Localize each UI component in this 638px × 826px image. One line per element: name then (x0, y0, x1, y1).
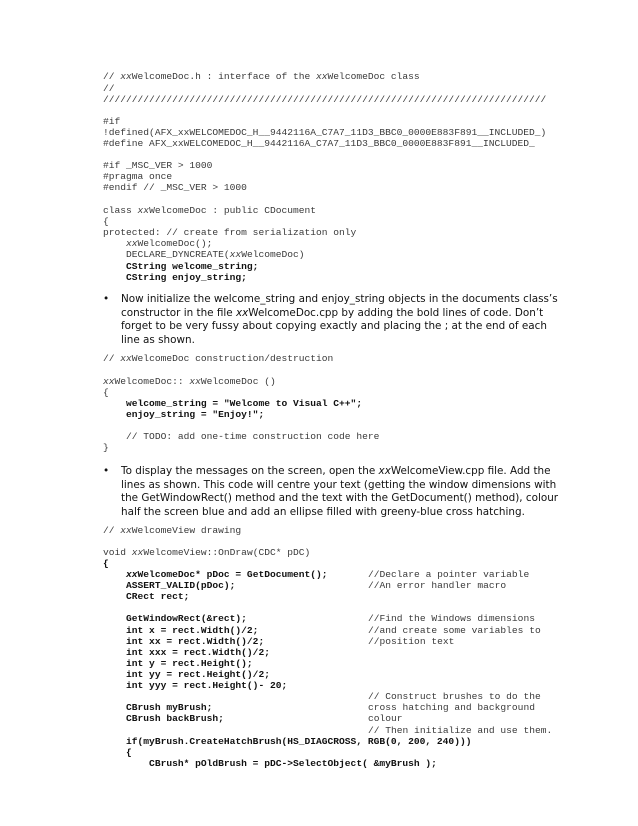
code-line-bold: int y = rect.Height(); (103, 658, 253, 669)
code-line: } (103, 442, 109, 453)
code-comment: //An error handler macro (368, 580, 507, 591)
code-line: // xxWelcomeView drawing (103, 525, 242, 536)
code-line-bold: { (103, 558, 109, 569)
code-line-bold: ASSERT_VALID(pDoc); (103, 580, 236, 591)
code-line-bold: CBrush myBrush; (103, 702, 213, 713)
code-comment: // Then initialize and use them. (368, 725, 553, 736)
code-comment: //position text (368, 636, 455, 647)
code-line: xxWelcomeDoc:: xxWelcomeDoc () (103, 376, 276, 387)
code-line: DECLARE_DYNCREATE(xxWelcomeDoc) (103, 249, 305, 260)
code-line-bold: GetWindowRect(&rect); (103, 613, 247, 624)
code-line-bold: welcome_string = "Welcome to Visual C++"; (103, 398, 363, 409)
header-comment-line: // xxWelcomeDoc.h : interface of the xxWelcomeDoc class (103, 71, 420, 82)
code-line-bold: CRect rect; (103, 591, 190, 602)
code-line-bold: int yyy = rect.Height()- 20; (103, 680, 288, 691)
code-line-bold: int x = rect.Width()/2; (103, 625, 259, 636)
code-line-bold: if(myBrush.CreateHatchBrush(HS_DIAGCROSS, RGB(0, 200, 240))) (103, 736, 472, 747)
code-line: !defined(AFX_xxWELCOMEDOC_H__9442116A_C7A7_11D3_BBC0_0000E883F891__INCLUDED_) (103, 127, 547, 138)
code-line: xxWelcomeDoc(); (126, 238, 213, 249)
bullet-paragraph-2: • To display the messages on the screen, open the xxWelcomeView.cpp file. Add the lines as shown. This code will centre your text (getting the window dimensions with the GetWindowRect() method and the text with the GetDocument() method), colour half the screen blue and add an ellipse filled with greeny-blue cross hatching. (103, 465, 559, 518)
code-comment: //Find the Windows dimensions (368, 613, 535, 624)
code-line: { (103, 387, 109, 398)
code-line-bold: int xxx = rect.Width()/2; (103, 647, 270, 658)
code-line-bold: CBrush* pOldBrush = pDC->SelectObject( &myBrush ); (103, 758, 437, 769)
code-line-bold: { (103, 747, 132, 758)
separator-line: ///////////////////////////////////////////////////////////////////////////// (103, 94, 547, 105)
code-line-bold: CBrush backBrush; (103, 713, 224, 724)
code-comment: // Construct brushes to do the cross hatching and background colour (368, 691, 541, 725)
code-line-bold: enjoy_string = "Enjoy!"; (103, 409, 265, 420)
code-line: #if (103, 116, 121, 127)
code-line-bold: CString enjoy_string; (103, 272, 247, 283)
code-line: #pragma once (103, 171, 173, 182)
code-line-bold: int xx = rect.Width()/2; (103, 636, 265, 647)
code-line: { (103, 216, 109, 227)
bullet-paragraph-1: • Now initialize the welcome_string and enjoy_string objects in the documents class’s constructor in the file xxWelcomeDoc.cpp by adding the bold lines of code. Don’t forget to be very fussy about copying exactly and placing the ; at the end of each line as shown. (103, 293, 558, 346)
bullet-icon: • (103, 293, 110, 305)
code-line: protected: // create from serialization only (103, 227, 357, 238)
code-line-bold: CString welcome_string; (103, 261, 259, 272)
code-line: // (103, 83, 115, 94)
code-comment: //and create some variables to (368, 625, 541, 636)
code-line: void xxWelcomeView::OnDraw(CDC* pDC) (103, 547, 311, 558)
code-line: class xxWelcomeDoc : public CDocument (103, 205, 317, 216)
code-line: // TODO: add one-time construction code here (103, 431, 380, 442)
code-line: #endif // _MSC_VER > 1000 (103, 182, 247, 193)
code-line-bold: xxWelcomeDoc* pDoc = GetDocument(); (126, 569, 328, 580)
code-line: // xxWelcomeDoc construction/destruction (103, 353, 334, 364)
code-line-bold: int yy = rect.Height()/2; (103, 669, 270, 680)
code-line: #define AFX_xxWELCOMEDOC_H__9442116A_C7A7_11D3_BBC0_0000E883F891__INCLUDED_ (103, 138, 535, 149)
bullet-icon: • (103, 465, 110, 477)
code-comment: //Declare a pointer variable (368, 569, 530, 580)
code-line: #if _MSC_VER > 1000 (103, 160, 213, 171)
